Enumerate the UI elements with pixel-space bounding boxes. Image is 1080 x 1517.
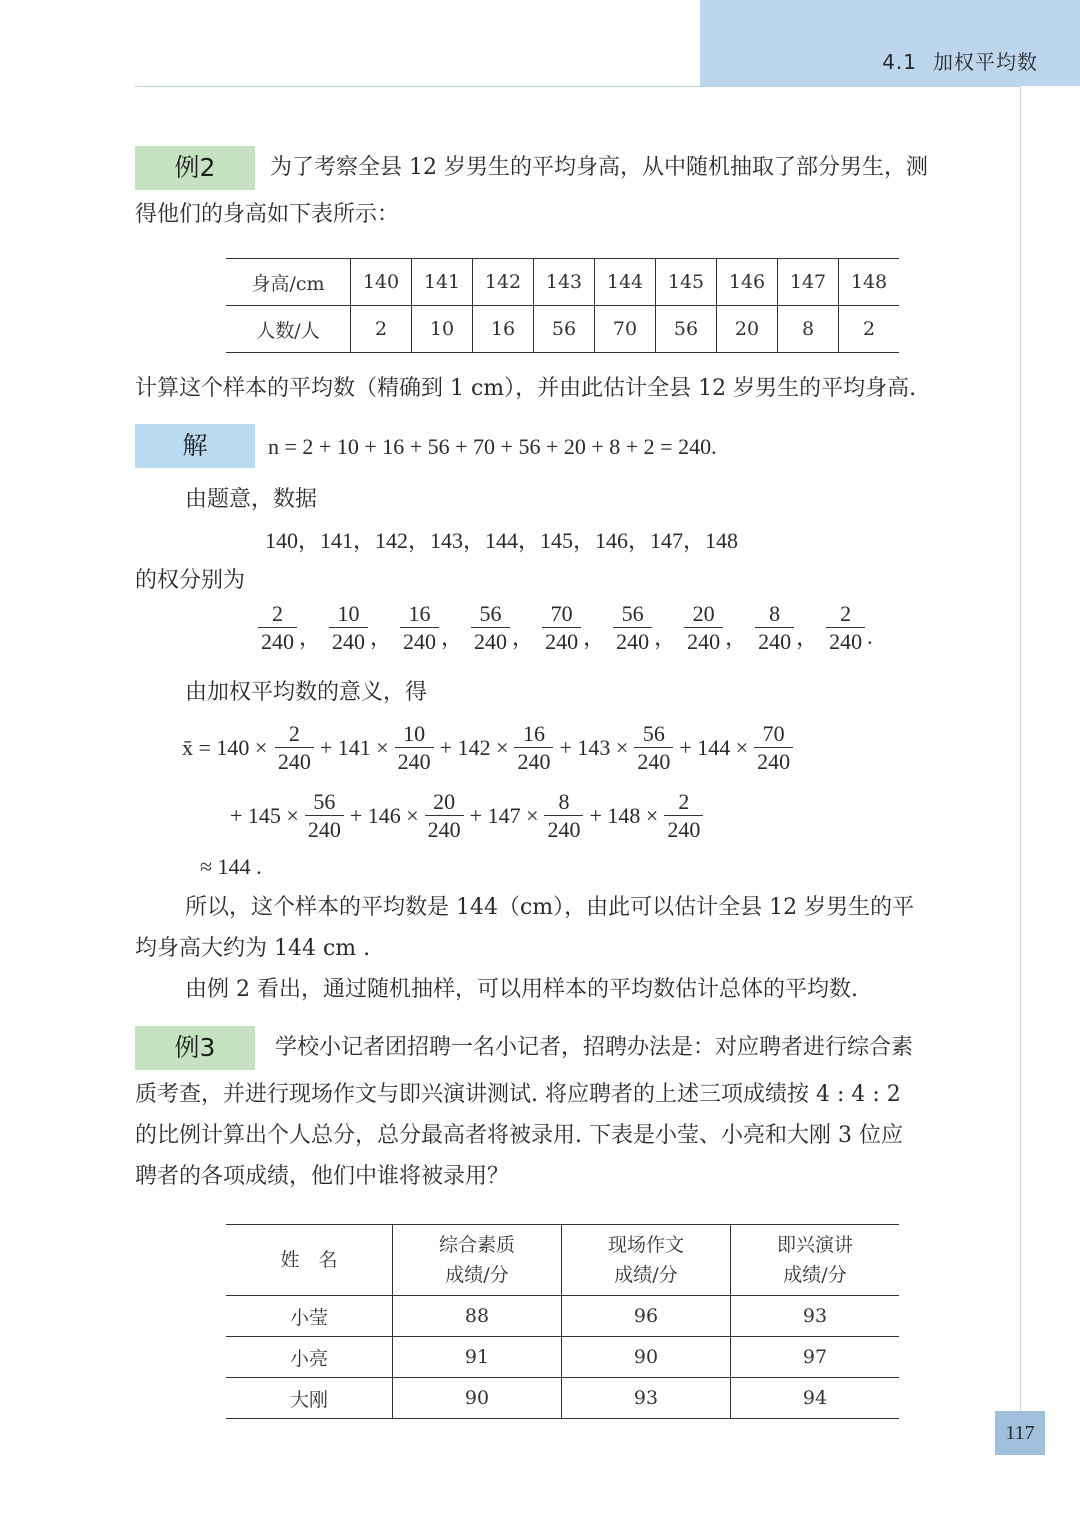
fraction-numerator: 56 <box>642 721 665 746</box>
fraction-numerator: 8 <box>558 789 570 814</box>
fraction-denominator: 240 <box>514 747 553 775</box>
separator: ， <box>725 625 748 650</box>
fraction-numerator: 56 <box>479 601 502 626</box>
example-3-tag: 例3 <box>135 1026 255 1070</box>
approx-result: ≈ 144 . <box>200 854 262 879</box>
example-3-line-4: 聘者的各项成绩，他们中谁将被录用？ <box>135 1164 510 1189</box>
fraction-numerator: 10 <box>337 601 360 626</box>
fraction-numerator: 70 <box>550 601 573 626</box>
equation-fraction <box>664 788 703 843</box>
fraction-denominator: 240 <box>664 815 703 843</box>
table-row <box>226 1296 899 1337</box>
col-speech-header <box>731 1225 900 1296</box>
height-row-header: 身高/cm <box>226 259 351 306</box>
weight-fraction <box>329 600 368 655</box>
speech-score: 97 <box>731 1337 900 1378</box>
separator: ， <box>370 625 393 650</box>
fraction-denominator: 240 <box>613 627 652 655</box>
equation-fraction <box>275 720 314 775</box>
height-cell: 140 <box>351 259 412 306</box>
quality-score: 91 <box>393 1337 562 1378</box>
col-essay-title: 现场作文 <box>607 1234 684 1256</box>
equation-line-1 <box>182 720 795 775</box>
equation-operator: + 148 × <box>589 802 659 828</box>
col-essay-header <box>562 1225 731 1296</box>
section-header <box>882 46 1038 75</box>
height-cell: 148 <box>839 259 900 306</box>
count-cell: 56 <box>534 306 595 353</box>
separator: ， <box>796 625 819 650</box>
height-cell: 146 <box>717 259 778 306</box>
essay-score: 90 <box>562 1337 731 1378</box>
section-number: 4.1 <box>882 50 917 74</box>
height-cell: 144 <box>595 259 656 306</box>
count-row-header: 人数/人 <box>226 306 351 353</box>
example-2-tag: 例2 <box>135 146 255 190</box>
weighted-mean-intro: 由加权平均数的意义，得 <box>185 680 428 705</box>
table-row <box>226 1378 899 1419</box>
equation-line-2 <box>226 788 705 843</box>
separator: ， <box>654 625 677 650</box>
count-cell: 16 <box>473 306 534 353</box>
fraction-numerator: 56 <box>621 601 644 626</box>
separator: ， <box>441 625 464 650</box>
section-title: 加权平均数 <box>933 50 1038 74</box>
example-3-line-3: 的比例计算出个人总分，总分最高者将被录用. 下表是小莹、小亮和大刚 3 位应 <box>135 1123 903 1148</box>
weight-fraction <box>826 600 865 655</box>
speech-score: 93 <box>731 1296 900 1337</box>
candidate-name: 大刚 <box>226 1378 393 1419</box>
col-essay-unit: 成绩/分 <box>614 1264 678 1286</box>
fraction-numerator: 20 <box>692 601 715 626</box>
weight-fraction <box>400 600 439 655</box>
fraction-numerator: 16 <box>522 721 545 746</box>
height-cell: 145 <box>656 259 717 306</box>
candidate-name: 小莹 <box>226 1296 393 1337</box>
height-cell: 142 <box>473 259 534 306</box>
example-2-question: 计算这个样本的平均数（精确到 1 cm），并由此估计全县 12 岁男生的平均身高. <box>135 376 917 401</box>
equation-operator: + 142 × <box>439 734 509 760</box>
fraction-denominator: 240 <box>305 815 344 843</box>
fraction-denominator: 240 <box>542 627 581 655</box>
count-cell: 70 <box>595 306 656 353</box>
weight-fraction <box>542 600 581 655</box>
count-cell: 20 <box>717 306 778 353</box>
equation-operator: + 146 × <box>349 802 419 828</box>
equation-fraction <box>634 720 673 775</box>
equation-fraction <box>754 720 793 775</box>
equation-operator: + 145 × <box>230 802 299 828</box>
fraction-denominator: 240 <box>329 627 368 655</box>
quality-score: 88 <box>393 1296 562 1337</box>
count-cell: 10 <box>412 306 473 353</box>
equation-fraction <box>544 788 583 843</box>
equation-operator: + 144 × <box>679 734 749 760</box>
separator: ， <box>512 625 535 650</box>
essay-score: 96 <box>562 1296 731 1337</box>
equation-start: x̄ = 140 × <box>182 734 268 760</box>
fraction-numerator: 2 <box>840 601 852 626</box>
weight-fraction <box>755 600 794 655</box>
conclusion-line-2: 均身高大约为 144 cm . <box>135 936 371 961</box>
score-table <box>226 1224 899 1419</box>
count-cell: 56 <box>656 306 717 353</box>
equation-fraction <box>305 788 344 843</box>
fraction-denominator: 240 <box>275 747 314 775</box>
example-3-line-1: 学校小记者团招聘一名小记者，招聘办法是：对应聘者进行综合素 <box>275 1035 914 1060</box>
weights-row <box>256 600 879 655</box>
fraction-numerator: 10 <box>403 721 426 746</box>
fraction-numerator: 16 <box>408 601 431 626</box>
margin-divider <box>1020 86 1021 1416</box>
count-cell: 8 <box>778 306 839 353</box>
col-quality-unit: 成绩/分 <box>445 1264 509 1286</box>
conclusion-line-1: 所以，这个样本的平均数是 144（cm），由此可以估计全县 12 岁男生的平 <box>185 895 915 920</box>
weight-fraction <box>613 600 652 655</box>
example-3-line-2: 质考查，并进行现场作文与即兴演讲测试. 将应聘者的上述三项成绩按 4 : 4 : 2 <box>135 1082 901 1107</box>
height-cell: 141 <box>412 259 473 306</box>
fraction-denominator: 240 <box>395 747 434 775</box>
candidate-name: 小亮 <box>226 1337 393 1378</box>
height-row <box>226 259 899 306</box>
equation-fraction <box>425 788 464 843</box>
height-table <box>226 258 899 353</box>
by-problem-text: 由题意，数据 <box>185 487 318 512</box>
fraction-denominator: 240 <box>754 747 793 775</box>
height-cell: 143 <box>534 259 595 306</box>
separator: . <box>867 623 873 649</box>
equation-operator: + 147 × <box>469 802 539 828</box>
table-row <box>226 1337 899 1378</box>
weight-fraction <box>684 600 723 655</box>
page-number: 117 <box>995 1411 1045 1455</box>
quality-score: 90 <box>393 1378 562 1419</box>
fraction-numerator: 56 <box>313 789 336 814</box>
col-quality-header <box>393 1225 562 1296</box>
solution-tag: 解 <box>135 424 255 468</box>
fraction-numerator: 2 <box>272 601 283 626</box>
data-list: 140，141，142，143，144，145，146，147，148 <box>265 528 739 553</box>
equation-operator: + 143 × <box>559 734 629 760</box>
height-cell: 147 <box>778 259 839 306</box>
speech-score: 94 <box>731 1378 900 1419</box>
fraction-numerator: 70 <box>762 721 785 746</box>
count-row <box>226 306 899 353</box>
fraction-denominator: 240 <box>544 815 583 843</box>
col-speech-title: 即兴演讲 <box>776 1234 853 1256</box>
equation-fraction <box>514 720 553 775</box>
score-table-header <box>226 1225 899 1296</box>
sample-size-equation: n = 2 + 10 + 16 + 56 + 70 + 56 + 20 + 8 + 2 = 240. <box>268 434 717 459</box>
fraction-denominator: 240 <box>400 627 439 655</box>
weight-fraction <box>471 600 510 655</box>
col-speech-unit: 成绩/分 <box>783 1264 847 1286</box>
weight-fraction <box>258 600 297 655</box>
fraction-denominator: 240 <box>755 627 794 655</box>
col-quality-title: 综合素质 <box>438 1234 515 1256</box>
equation-fraction <box>395 720 434 775</box>
separator: ， <box>583 625 606 650</box>
header-divider <box>135 86 1021 87</box>
fraction-numerator: 2 <box>678 789 690 814</box>
fraction-denominator: 240 <box>425 815 464 843</box>
separator: ， <box>299 625 322 650</box>
fraction-numerator: 8 <box>769 601 781 626</box>
weights-intro: 的权分别为 <box>135 568 246 593</box>
essay-score: 93 <box>562 1378 731 1419</box>
remark-text: 由例 2 看出，通过随机抽样，可以用样本的平均数估计总体的平均数. <box>185 977 858 1002</box>
count-cell: 2 <box>839 306 900 353</box>
example-2-line-2: 得他们的身高如下表所示： <box>135 202 400 227</box>
fraction-denominator: 240 <box>471 627 510 655</box>
fraction-denominator: 240 <box>634 747 673 775</box>
fraction-denominator: 240 <box>684 627 723 655</box>
fraction-numerator: 20 <box>433 789 456 814</box>
name-header: 姓 名 <box>226 1225 393 1296</box>
fraction-denominator: 240 <box>826 627 865 655</box>
example-2-line-1: 为了考察全县 12 岁男生的平均身高，从中随机抽取了部分男生，测 <box>270 155 928 180</box>
equation-operator: + 141 × <box>319 734 389 760</box>
count-cell: 2 <box>351 306 412 353</box>
fraction-numerator: 2 <box>288 721 300 746</box>
fraction-denominator: 240 <box>258 627 297 655</box>
